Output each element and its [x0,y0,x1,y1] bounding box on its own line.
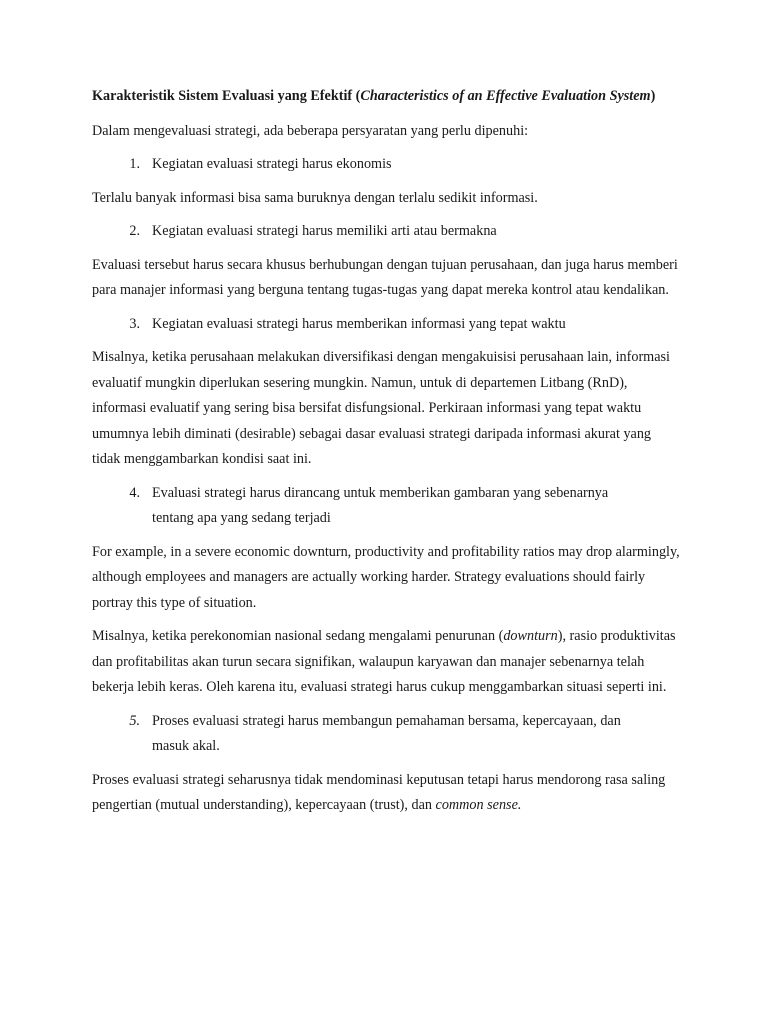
list-item-2 [92,219,682,245]
paragraph-2: Evaluasi tersebut harus secara khusus berhubungan dengan tujuan perusahaan, dan juga harus memberi para manajer informasi yang berguna tentang tugas-tugas yang dapat mereka kontrol atau kendalikan. [92,256,678,298]
list-item-3 [92,312,682,338]
paragraph-6 [92,768,682,819]
paragraph-5-before: Misalnya, ketika perekonomian nasional sedang mengalami penurunan ( [92,628,504,644]
paragraph-6-italic: common sense. [435,797,522,813]
list-text: Kegiatan evaluasi strategi harus memiliki arti atau bermakna [152,223,497,239]
list-text: Proses evaluasi strategi harus membangun pemahaman bersama, kepercayaan, dan masuk akal. [152,712,621,754]
list-item-1 [92,152,682,178]
list-item-5 [92,709,682,760]
paragraph-5 [92,624,682,701]
paragraph-6-before: Proses evaluasi strategi seharusnya tidak mendominasi keputusan tetapi harus mendorong rasa saling pengertian (mutual understanding), kepercayaan (trust), dan [92,771,666,813]
list-number: 3. [129,315,140,332]
list-number: 1. [129,156,140,172]
list-text: Evaluasi strategi harus dirancang untuk memberikan gambaran yang sebenarnya tentang apa yang sedang terjadi [152,484,609,526]
list-item-4 [92,481,682,532]
document-page [92,84,682,827]
heading-italic: Characteristics of an Effective Evaluation System [360,88,651,104]
heading-suffix: ) [650,88,656,104]
list-text: Kegiatan evaluasi strategi harus memberikan informasi yang tepat waktu [152,315,566,332]
intro-paragraph: Dalam mengevaluasi strategi, ada beberapa persyaratan yang perlu dipenuhi: [92,122,529,139]
paragraph-3: Misalnya, ketika perusahaan melakukan diversifikasi dengan mengakuisisi perusahaan lain, informasi evaluatif mungkin diperlukan sesering mungkin. Namun, untuk di departemen Litbang (RnD), informasi evaluatif yang sering bisa bersifat disfungsional. Perkiraan informasi yang tepat waktu umumnya lebih diminati (desirable) sebagai dasar evaluasi strategi daripada informasi akurat yang tidak menggambarkan kondisi saat ini. [92,349,670,467]
paragraph-5-after: ), rasio produktivitas dan profitabilitas akan turun secara signifikan, walaupun karyawan dan manajer sebenarnya telah bekerja lebih keras. Oleh karena itu, evaluasi strategi harus cukup menggambarkan situasi seperti ini. [92,628,676,695]
list-number: 4. [129,484,140,501]
paragraph-4: For example, in a severe economic downturn, productivity and profitability ratios may drop alarmingly, although employees and managers are actually working harder. Strategy evaluations should fairly portray this type of situation. [92,543,680,611]
heading-prefix: Karakteristik Sistem Evaluasi yang Efektif ( [92,88,361,104]
list-number: 2. [129,223,140,239]
section-heading [92,84,682,110]
list-number: 5. [129,712,140,729]
paragraph-5-italic: downturn [503,628,558,644]
list-text: Kegiatan evaluasi strategi harus ekonomis [152,156,392,172]
paragraph-1: Terlalu banyak informasi bisa sama buruknya dengan terlalu sedikit informasi. [92,189,538,206]
